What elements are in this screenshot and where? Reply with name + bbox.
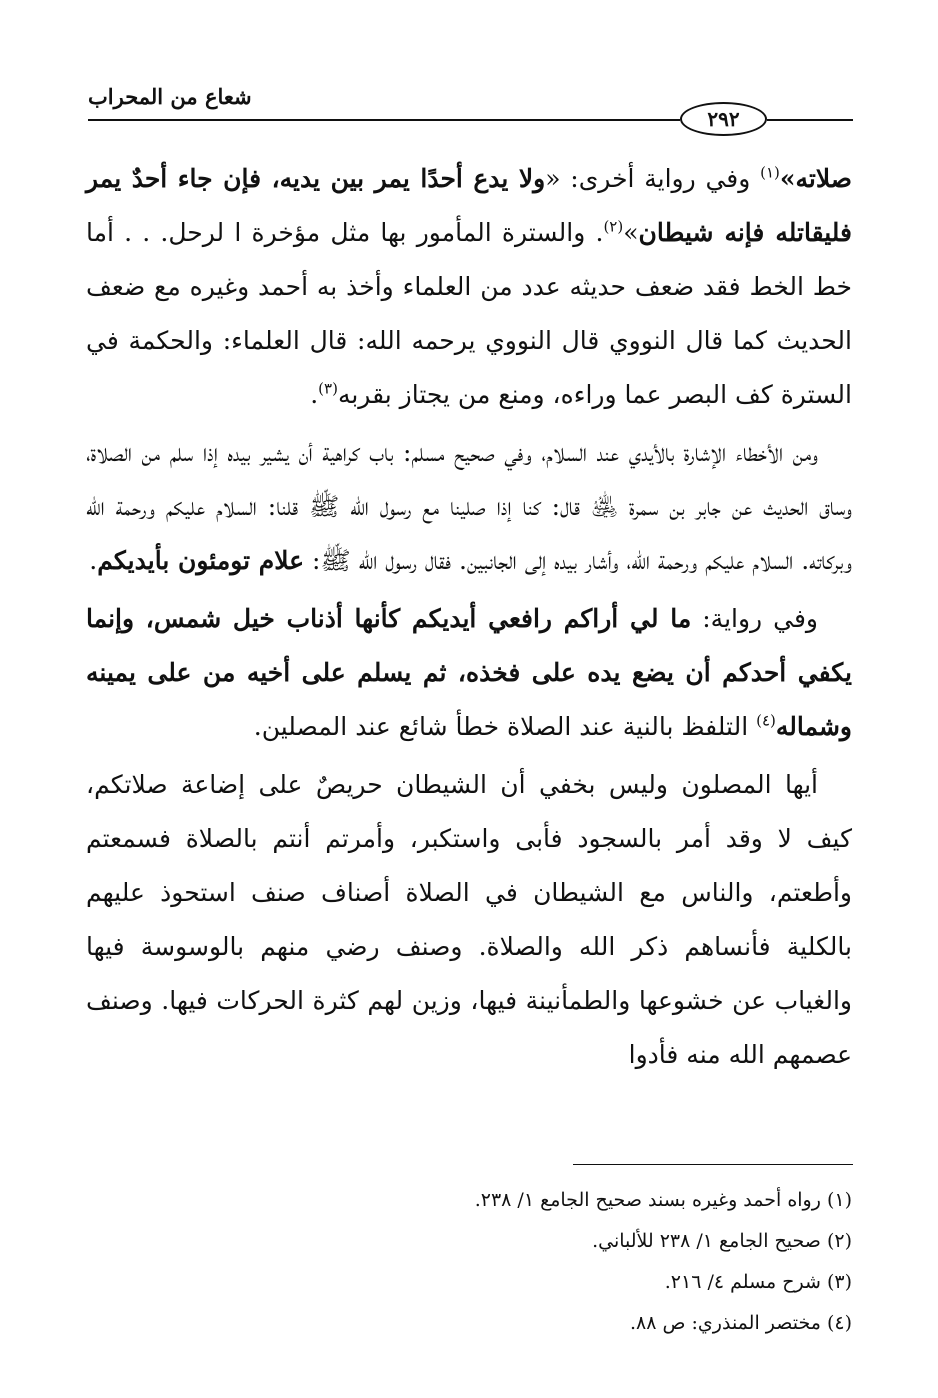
text-run: . [89, 546, 98, 575]
text-run: التلفظ بالنية عند الصلاة خطأ شائع عند المصلين. [253, 712, 757, 741]
footnote-2: (٢) صحيح الجامع ١/ ٢٣٨ للألباني. [592, 1230, 852, 1252]
page-number-badge: ٢٩٢ [680, 102, 767, 136]
running-header-title: شعاع من المحراب [88, 84, 252, 109]
footnote-3: (٣) شرح مسلم ٤/ ٢١٦. [664, 1271, 852, 1293]
footnote-marker: (٤) [756, 711, 776, 730]
footnote-1: (١) رواه أحمد وغيره بسند صحيح الجامع ١/ ٢٣٨. [474, 1189, 852, 1211]
footnote-marker: (٣) [318, 379, 338, 398]
text-run: وفي رواية: [691, 604, 818, 633]
body-text [86, 152, 852, 1086]
footnote-4: (٤) مختصر المنذري: ص ٨٨. [630, 1312, 852, 1334]
hadith-text: صلاته» [779, 164, 852, 193]
footnotes [400, 1180, 852, 1344]
hadith-text: ولا يدع أحدًا يمر بين يديه، فإن جاء أحدٌ يمر فليقاتله فإنه شيطان [86, 164, 852, 247]
text-run: ومن الأخطاء الإشارة بالأيدي عند السلام، وفي صحيح مسلم: باب كراهية أن يشير بيده إذا سلم من الصلاة، وساق الحديث عن جابر بن سمرة ﵁ قال: كنا إذا صلينا مع رسول الله ﷺ قلنا: السلام عليكم ورحمة الله وبركاته. السلام عليكم ورحمة الله، وأشار بيده إلى الجانبين. فقال رسول الله ﷺ: [86, 438, 852, 575]
hadith-text: ما لي أراكم رافعي أيديكم كأنها أذناب خيل شمس، وإنما يكفي أحدكم أن يضع يده على فخذه، ثم يسلم على أخيه من على يمينه وشماله [86, 604, 852, 741]
hadith-text: علام تومئون بأيديكم [97, 546, 305, 575]
header-rule-left [88, 119, 680, 121]
text-run: وفي رواية أخرى: « [545, 164, 761, 193]
paragraph [86, 426, 852, 588]
text-run: أيها المصلون وليس بخفي أن الشيطان حريصٌ على إضاعة صلاتكم، كيف لا وقد أمر بالسجود فأبى واستكبر، وأمرتم أنتم بالصلاة فسمعتم وأطعتم، والناس مع الشيطان في الصلاة أصناف صنف استحوذ عليهم بالكلية فأنساهم ذكر الله والصلاة. وصنف رضي منهم بالوسوسة فيها والغياب عن خشوعها والطمأنينة فيها، وزين لهم كثرة الحركات فيها. وصنف عصمهم الله منه فأدوا [86, 770, 852, 1069]
header-rule-right [767, 119, 853, 121]
footnote-marker: (٢) [603, 217, 624, 236]
footnote-separator [573, 1164, 853, 1165]
paragraph [86, 592, 852, 754]
text-run: . [310, 380, 319, 409]
paragraph [86, 758, 852, 1082]
footnote-marker: (١) [760, 163, 780, 182]
text-run: » [623, 218, 639, 247]
text-run: . والسترة المأمور بها مثل مؤخرة ا لرحل. . . أما خط الخط فقد ضعف حديثه عدد من العلماء وأخذ به أحمد وغيره مع ضعف الحديث كما قال النووي قال النووي يرحمه الله: قال العلماء: والحكمة في السترة كف البصر عما وراءه، ومنع من يجتاز بقربه [86, 218, 852, 409]
paragraph [86, 152, 852, 422]
